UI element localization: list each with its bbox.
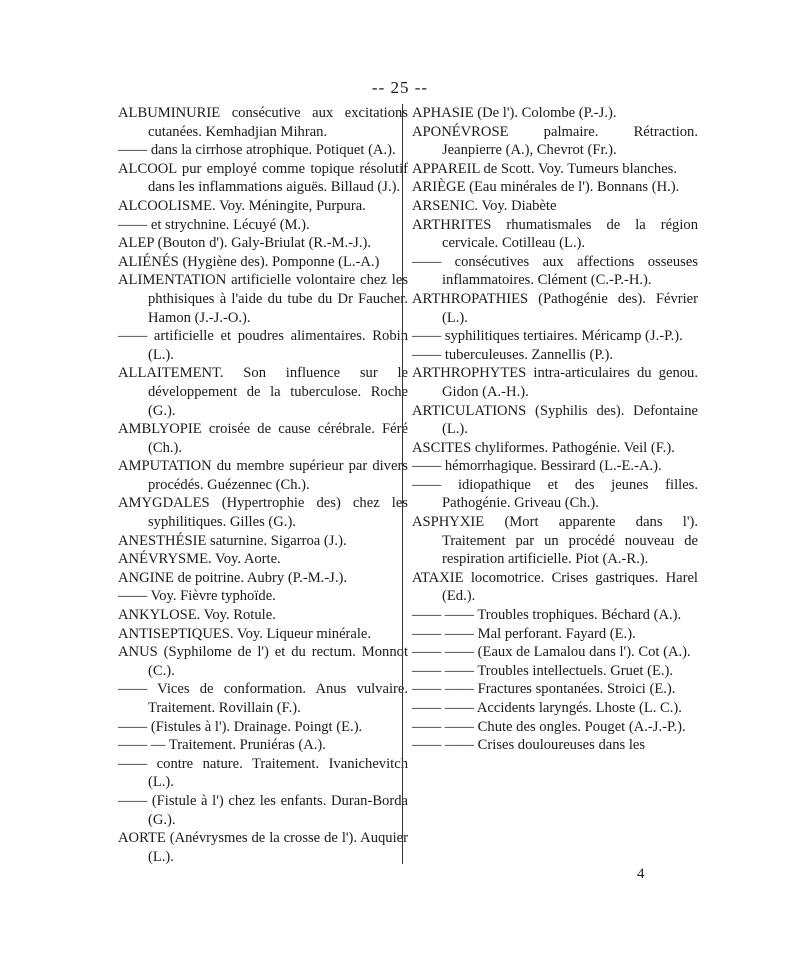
index-entry: —— artificielle et poudres alimentaires. Robin (L.). xyxy=(118,328,408,363)
index-entry: ANÉVRYSME. Voy. Aorte. xyxy=(118,551,281,568)
index-entry: ASCITES chyliformes. Pathogénie. Veil (F.). xyxy=(412,439,675,456)
index-entry: —— —— Accidents laryngés. Lhoste (L. C.). xyxy=(412,700,682,716)
index-entry: —— —— Fractures spontanées. Stroici (E.). xyxy=(412,681,676,698)
index-entry: ARTHROPATHIES (Pathogénie des). Février (L.). xyxy=(412,290,698,326)
index-entry: —— —— Troubles trophiques. Béchard (A.). xyxy=(412,607,682,624)
index-entry: —— syphilitiques tertiaires. Méricamp (J.-P.). xyxy=(412,328,683,345)
index-entry: —— (Fistule à l') chez les enfants. Duran-Borda (G.). xyxy=(118,792,408,828)
index-entry: APPAREIL de Scott. Voy. Tumeurs blanches. xyxy=(412,160,678,177)
column-divider xyxy=(402,104,403,864)
index-entry: ALCOOLISME. Voy. Méningite, Purpura. xyxy=(118,197,366,214)
index-entry: AMYGDALES (Hypertrophie des) chez les syphilitiques. Gilles (G.). xyxy=(118,495,408,531)
index-entry: —— —— Troubles intellectuels. Gruet (E.). xyxy=(412,662,674,679)
index-entry: —— — Traitement. Pruniéras (A.). xyxy=(118,737,326,754)
index-entry: ALIMENTATION artificielle volontaire chez les phthisiques à l'aide du tube du Dr Faucher. Hamon (J.-J.-O.). xyxy=(118,272,408,326)
index-entry: —— idiopathique et des jeunes filles. Pathogénie. Griveau (Ch.). xyxy=(412,476,698,512)
page-number: -- 25 -- xyxy=(371,78,429,97)
index-entry: ARTICULATIONS (Syphilis des). Defontaine (L.). xyxy=(412,402,698,438)
index-entry: ANUS (Syphilome de l') et du rectum. Monnot (C.). xyxy=(118,644,408,679)
index-entry: ARSENIC. Voy. Diabète xyxy=(412,197,557,214)
right-column xyxy=(412,104,698,755)
index-entry: APONÉVROSE palmaire. Rétraction. Jeanpierre (A.), Chevrot (Fr.). xyxy=(412,123,698,159)
index-entry: ALIÉNÉS (Hygiène des). Pomponne (L.-A.) xyxy=(118,253,380,270)
index-entry: —— et strychnine. Lécuyé (M.). xyxy=(118,216,310,233)
index-entry: —— Voy. Fièvre typhoïde. xyxy=(118,588,276,605)
index-entry: —— contre nature. Traitement. Ivanichevitch (L.). xyxy=(118,755,408,791)
index-entry: ANESTHÉSIE saturnine. Sigarroa (J.). xyxy=(118,532,347,549)
index-entry: ARIÈGE (Eau minérales de l'). Bonnans (H.). xyxy=(412,179,680,196)
index-entry: —— (Fistules à l'). Drainage. Poingt (E.). xyxy=(118,718,363,735)
index-entry: —— —— Chute des ongles. Pouget (A.-J.-P.). xyxy=(412,718,686,735)
index-entry: —— —— Mal perforant. Fayard (E.). xyxy=(412,625,636,642)
index-entry: —— consécutives aux affections osseuses inflammatoires. Clément (C.-P.-H.). xyxy=(412,253,698,289)
index-entry: —— Vices de conformation. Anus vulvaire. Traitement. Rovillain (F.). xyxy=(118,681,408,716)
index-entry: AORTE (Anévrysmes de la crosse de l'). Auquier (L.). xyxy=(118,830,408,865)
index-entry: ARTHROPHYTES intra-articulaires du genou. Gidon (A.-H.). xyxy=(412,365,698,400)
index-entry: ALLAITEMENT. Son influence sur le développement de la tuberculose. Roche (G.). xyxy=(118,365,408,419)
signature-mark: 4 xyxy=(637,866,645,882)
index-entry: APHASIE (De l'). Colombe (P.-J.). xyxy=(412,105,617,121)
index-entry: ANTISEPTIQUES. Voy. Liqueur minérale. xyxy=(118,625,372,642)
index-entry: ALEP (Bouton d'). Galy-Briulat (R.-M.-J.). xyxy=(118,235,371,252)
index-entry: ASPHYXIE (Mort apparente dans l'). Traitement par un procédé nouveau de respiration artificielle. Piot (A.-R.). xyxy=(412,514,698,568)
index-entry: ANGINE de poitrine. Aubry (P.-M.-J.). xyxy=(118,569,348,586)
index-entry: —— hémorrhagique. Bessirard (L.-E.-A.). xyxy=(412,458,662,475)
index-entry: —— tuberculeuses. Zannellis (P.). xyxy=(412,346,614,363)
index-entry: —— —— (Eaux de Lamalou dans l'). Cot (A.). xyxy=(412,644,691,661)
index-entry: AMBLYOPIE croisée de cause cérébrale. Féré (Ch.). xyxy=(118,421,408,456)
left-column xyxy=(118,104,408,866)
index-entry: ALBUMINURIE consécutive aux excitations cutanées. Kemhadjian Mihran. xyxy=(118,105,408,140)
index-entry: ARTHRITES rhumatismales de la région cervicale. Cotilleau (L.). xyxy=(412,216,698,252)
index-entry: AMPUTATION du membre supérieur par divers procédés. Guézennec (Ch.). xyxy=(118,458,408,493)
index-entry: ALCOOL pur employé comme topique résolutif dans les inflammations aiguës. Billaud (J.). xyxy=(118,160,408,196)
index-entry: ATAXIE locomotrice. Crises gastriques. Harel (Ed.). xyxy=(412,569,698,605)
index-entry: —— —— Crises douloureuses dans les xyxy=(412,737,646,754)
index-entry: ANKYLOSE. Voy. Rotule. xyxy=(118,607,276,624)
index-entry: —— dans la cirrhose atrophique. Potiquet (A.). xyxy=(118,142,396,159)
